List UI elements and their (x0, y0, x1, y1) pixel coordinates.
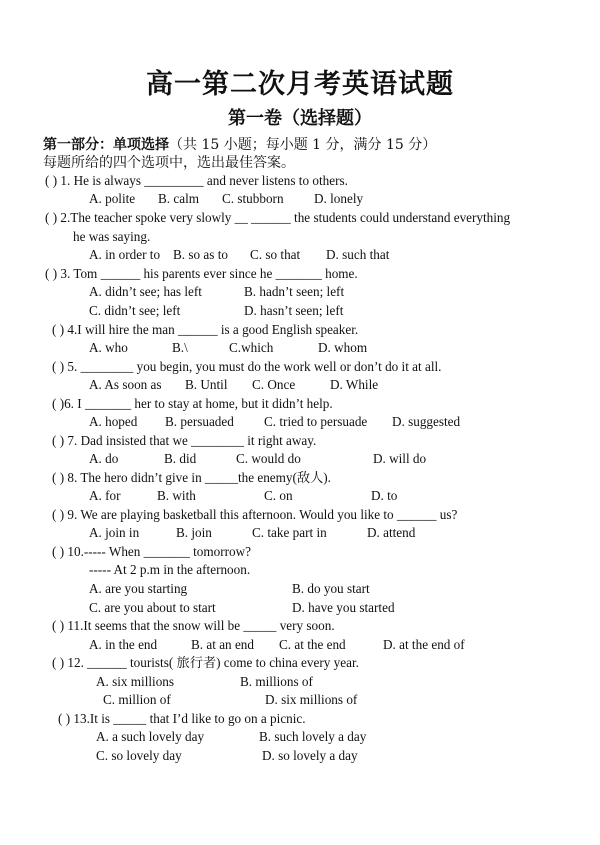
q9-option-c: C. take part in (252, 525, 327, 540)
q11-option-d: D. at the end of (383, 637, 465, 652)
q1-option-d: D. lonely (314, 191, 364, 206)
q8-option-d: D. to (371, 488, 398, 503)
q13-option-d: D. so lovely a day (262, 748, 358, 763)
q3-option-c: C. didn’t see; left (89, 303, 181, 318)
section-title: 第一卷（选择题） (228, 108, 372, 129)
q3-option-a: A. didn’t see; has left (89, 284, 202, 299)
q4-option-b: B.\ (172, 340, 188, 355)
question-13-stem: ( ) 13.It is _____ that I’d like to go on a picnic. (58, 711, 306, 726)
q1-option-b: B. calm (158, 191, 200, 206)
q3-option-d: D. hasn’t seen; left (244, 303, 344, 318)
q4-option-a: A. who (89, 340, 128, 355)
exam-title: 高一第二次月考英语试题 (146, 69, 454, 100)
question-11-stem: ( ) 11.It seems that the snow will be _____ very soon. (52, 618, 335, 633)
q7-option-a: A. do (89, 451, 119, 466)
q9-option-d: D. attend (367, 525, 416, 540)
question-10-stem-cont: ----- At 2 p.m in the afternoon. (89, 562, 251, 577)
q8-option-b: B. with (157, 488, 196, 503)
q13-option-a: A. a such lovely day (96, 729, 205, 744)
question-3-stem: ( ) 3. Tom ______ his parents ever since he _______ home. (45, 266, 358, 281)
question-1-stem: ( ) 1. He is always _________ and never listens to others. (45, 173, 348, 188)
question-7-stem: ( ) 7. Dad insisted that we ________ it right away. (52, 433, 317, 448)
q5-option-d: D. While (330, 377, 379, 392)
question-5-stem: ( ) 5. ________ you begin, you must do the work well or don’t do it at all. (52, 359, 442, 374)
q8-option-c: C. on (264, 488, 293, 503)
q1-option-c: C. stubborn (222, 191, 284, 206)
q6-option-a: A. hoped (89, 414, 138, 429)
q2-option-c: C. so that (250, 247, 301, 262)
q2-option-d: D. such that (326, 247, 390, 262)
part-note: （共 15 小题；每小题 1 分，满分 15 分） (169, 137, 437, 153)
question-9-stem: ( ) 9. We are playing basketball this afternoon. Would you like to ______ us? (52, 507, 458, 522)
q11-option-b: B. at an end (191, 637, 254, 652)
q9-option-a: A. join in (89, 525, 140, 540)
q7-option-b: B. did (164, 451, 197, 466)
q5-option-c: C. Once (252, 377, 296, 392)
q12-option-b: B. millions of (240, 674, 313, 689)
question-2-stem-cont: he was saying. (73, 229, 151, 244)
q13-option-b: B. such lovely a day (259, 729, 367, 744)
q2-option-a: A. in order to (89, 247, 161, 262)
question-8-stem: ( ) 8. The hero didn’t give in _____the enemy(敌人). (52, 470, 331, 485)
q13-option-c: C. so lovely day (96, 748, 182, 763)
q12-option-a: A. six millions (96, 674, 175, 689)
q11-option-c: C. at the end (279, 637, 346, 652)
q9-option-b: B. join (176, 525, 212, 540)
q4-option-d: D. whom (318, 340, 368, 355)
q10-option-a: A. are you starting (89, 581, 188, 596)
question-2-stem: ( ) 2.The teacher spoke very slowly __ ______ the students could understand everything (45, 210, 511, 225)
q2-option-b: B. so as to (173, 247, 228, 262)
q6-option-d: D. suggested (392, 414, 461, 429)
q1-option-a: A. polite (89, 191, 136, 206)
q7-option-d: D. will do (373, 451, 427, 466)
q6-option-b: B. persuaded (165, 414, 234, 429)
q10-option-b: B. do you start (292, 581, 370, 596)
q10-option-c: C. are you about to start (89, 600, 216, 615)
q8-option-a: A. for (89, 488, 121, 503)
part-heading (43, 134, 436, 154)
q10-option-d: D. have you started (292, 600, 395, 615)
q5-option-a: A. As soon as (89, 377, 162, 392)
q12-option-c: C. million of (103, 692, 171, 707)
question-4-stem: ( ) 4.I will hire the man ______ is a good English speaker. (52, 322, 359, 337)
q6-option-c: C. tried to persuade (264, 414, 368, 429)
q12-option-d: D. six millions of (265, 692, 358, 707)
part-label: 第一部分：单项选择 (43, 137, 169, 153)
question-12-stem: ( ) 12. ______ tourists( 旅行者) come to china every year. (52, 655, 359, 670)
q7-option-c: C. would do (236, 451, 301, 466)
instruction: 每题所给的四个选项中，选出最佳答案。 (43, 155, 295, 171)
q5-option-b: B. Until (185, 377, 228, 392)
question-10-stem: ( ) 10.----- When _______ tomorrow? (52, 544, 251, 559)
q3-option-b: B. hadn’t seen; left (244, 284, 345, 299)
q11-option-a: A. in the end (89, 637, 158, 652)
q4-option-c: C.which (229, 340, 274, 355)
question-6-stem: ( )6. I _______ her to stay at home, but it didn’t help. (52, 396, 333, 411)
